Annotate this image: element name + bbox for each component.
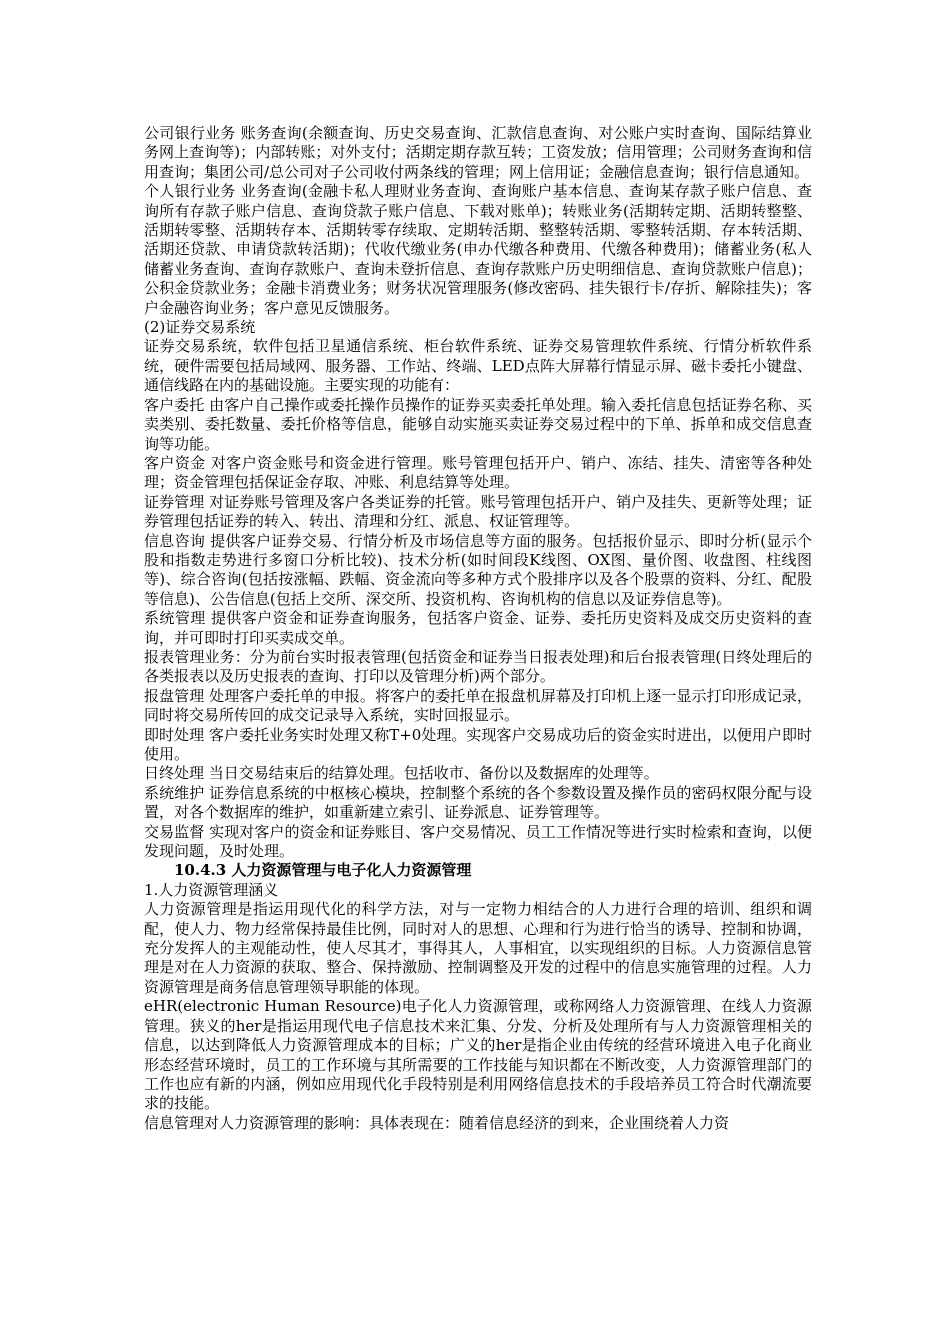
paragraph-securities-management: 证券管理 对证券账号管理及客户各类证券的托管。账号管理包括开户、销户及挂失、更新等处理；证券管理包括证券的转入、转出、清理和分红、派息、权证管理等。: [144, 492, 812, 531]
paragraph-system-management: 系统管理 提供客户资金和证券查询服务，包括客户资金、证券、委托历史资料及成交历史资料的查询，并可即时打印买卖成交单。: [144, 609, 812, 647]
subsection-title-hr: 1.人力资源管理涵义: [144, 880, 279, 899]
document-body: [144, 124, 812, 1133]
subsection-title-securities: (2)证券交易系统: [144, 318, 256, 337]
paragraph-hr-definition: 人力资源管理是指运用现代化的科学方法，对与一定物力相结合的人力进行合理的培训、组织和调配，使人力、物力经常保持最佳比例，同时对人的思想、心理和行为进行恰当的诱导、控制和协调，充分发挥人的主观能动性，使人尽其才，事得其人，人事相宜，以实现组织的目标。人力资源信息管理是对在人力资源的获取、整合、保持激励、控制调整及开发的过程中的信息实施管理的过程。人力资源管理是商务信息管理领导职能的体现。: [144, 900, 812, 996]
paragraph-info-impact: 信息管理对人力资源管理的影响：具体表现在：随着信息经济的到来，企业围绕着人力资: [144, 1113, 730, 1132]
section-heading: 10.4.3 人力资源管理与电子化人力资源管理: [174, 861, 472, 880]
paragraph-end-of-day: 日终处理 当日交易结束后的结算处理。包括收市、备份以及数据库的处理等。: [144, 764, 659, 783]
paragraph-trade-supervision: 交易监督 实现对客户的资金和证券账目、客户交易情况、员工工作情况等进行实时检索和查询，以便发现问题，及时处理。: [144, 822, 812, 861]
paragraph-securities-intro: 证券交易系统，软件包括卫星通信系统、柜台软件系统、证券交易管理软件系统、行情分析软件系统，硬件需要包括局域网、服务器、工作站、终端、LED点阵大屏幕行情显示屏、磁卡委托小键盘、通信线路在内的基础设施。主要实现的功能有：: [144, 337, 812, 395]
paragraph-order-reporting: 报盘管理 处理客户委托单的申报。将客户的委托单在报盘机屏幕及打印机上逐一显示打印形成记录，同时将交易所传回的成交记录导入系统，实时回报显示。: [144, 686, 812, 725]
paragraph-client-funds: 客户资金 对客户资金账号和资金进行管理。账号管理包括开户、销户、冻结、挂失、清密等各种处理；资金管理包括保证金存取、冲账、利息结算等处理。: [144, 453, 812, 492]
paragraph-corporate-banking: 公司银行业务 账务查询(余额查询、历史交易查询、汇款信息查询、对公账户实时查询、国际结算业务网上查询等)；内部转账；对外支付；活期定期存款互转；工资发放；信用管理；公司财务查询和信用查询；集团公司/总公司对子公司收付两条线的管理；网上信用证；金融信息查询；银行信息通知。: [144, 124, 812, 181]
paragraph-personal-banking: 个人银行业务 业务查询(金融卡私人理财业务查询、查询账户基本信息、查询某存款子账户信息、查询所有存款子账户信息、查询贷款子账户信息、下载对账单)；转账业务(活期转定期、活期转整整、活期转零整、活期转存本、活期转零存续取、定期转活期、整整转活期、零整转活期、存本转活期、活期还贷款、申请贷款转活期)；代收代缴业务(申办代缴各种费用、代缴各种费用)；储蓄业务(私人储蓄业务查询、查询存款账户、查询未登折信息、查询存款账户历史明细信息、查询贷款账户信息)；公积金贷款业务；金融卡消费业务；财务状况管理服务(修改密码、挂失银行卡/存折、解除挂失)；客户金融咨询业务；客户意见反馈服务。: [144, 182, 812, 317]
paragraph-info-consulting: 信息咨询 提供客户证券交易、行情分析及市场信息等方面的服务。包括报价显示、即时分析(显示个股和指数走势进行多窗口分析比较)、技术分析(如时间段K线图、OX图、量价图、收盘图、柱线图等)、综合咨询(包括按涨幅、跌幅、资金流向等多种方式个股排序以及各个股票的资料、分红、配股等信息)、公告信息(包括上交所、深交所、投资机构、咨询机构的信息以及证券信息等)。: [144, 531, 812, 608]
paragraph-realtime-processing: 即时处理 客户委托业务实时处理又称T+0处理。实现客户交易成功后的资金实时进出，以便用户即时使用。: [144, 725, 812, 763]
paragraph-client-order: 客户委托 由客户自己操作或委托操作员操作的证券买卖委托单处理。输入委托信息包括证券名称、买卖类别、委托数量、委托价格等信息，能够自动实施买卖证券交易过程中的下单、拆单和成交信息查询等功能。: [144, 395, 812, 453]
paragraph-ehr: eHR(electronic Human Resource)电子化人力资源管理，或称网络人力资源管理、在线人力资源管理。狭义的her是指运用现代电子信息技术来汇集、分发、分析及处理所有与人力资源管理相关的信息，以达到降低人力资源管理成本的目标；广义的her是指企业由传统的经营环境进入电子化商业形态经营环境时，员工的工作环境与其所需要的工作技能与知识都在不断改变，人力资源管理部门的工作也应有新的内涵，例如应用现代化手段特别是利用网络信息技术的手段培养员工符合时代潮流要求的技能。: [144, 997, 812, 1113]
paragraph-report-management: 报表管理业务：分为前台实时报表管理(包括资金和证券当日报表处理)和后台报表管理(日终处理后的各类报表以及历史报表的查询、打印以及管理分析)两个部分。: [144, 647, 812, 686]
paragraph-system-maintenance: 系统维护 证券信息系统的中枢核心模块，控制整个系统的各个参数设置及操作员的密码权限分配与设置，对各个数据库的维护，如重新建立索引、证券派息、证券管理等。: [144, 783, 812, 822]
